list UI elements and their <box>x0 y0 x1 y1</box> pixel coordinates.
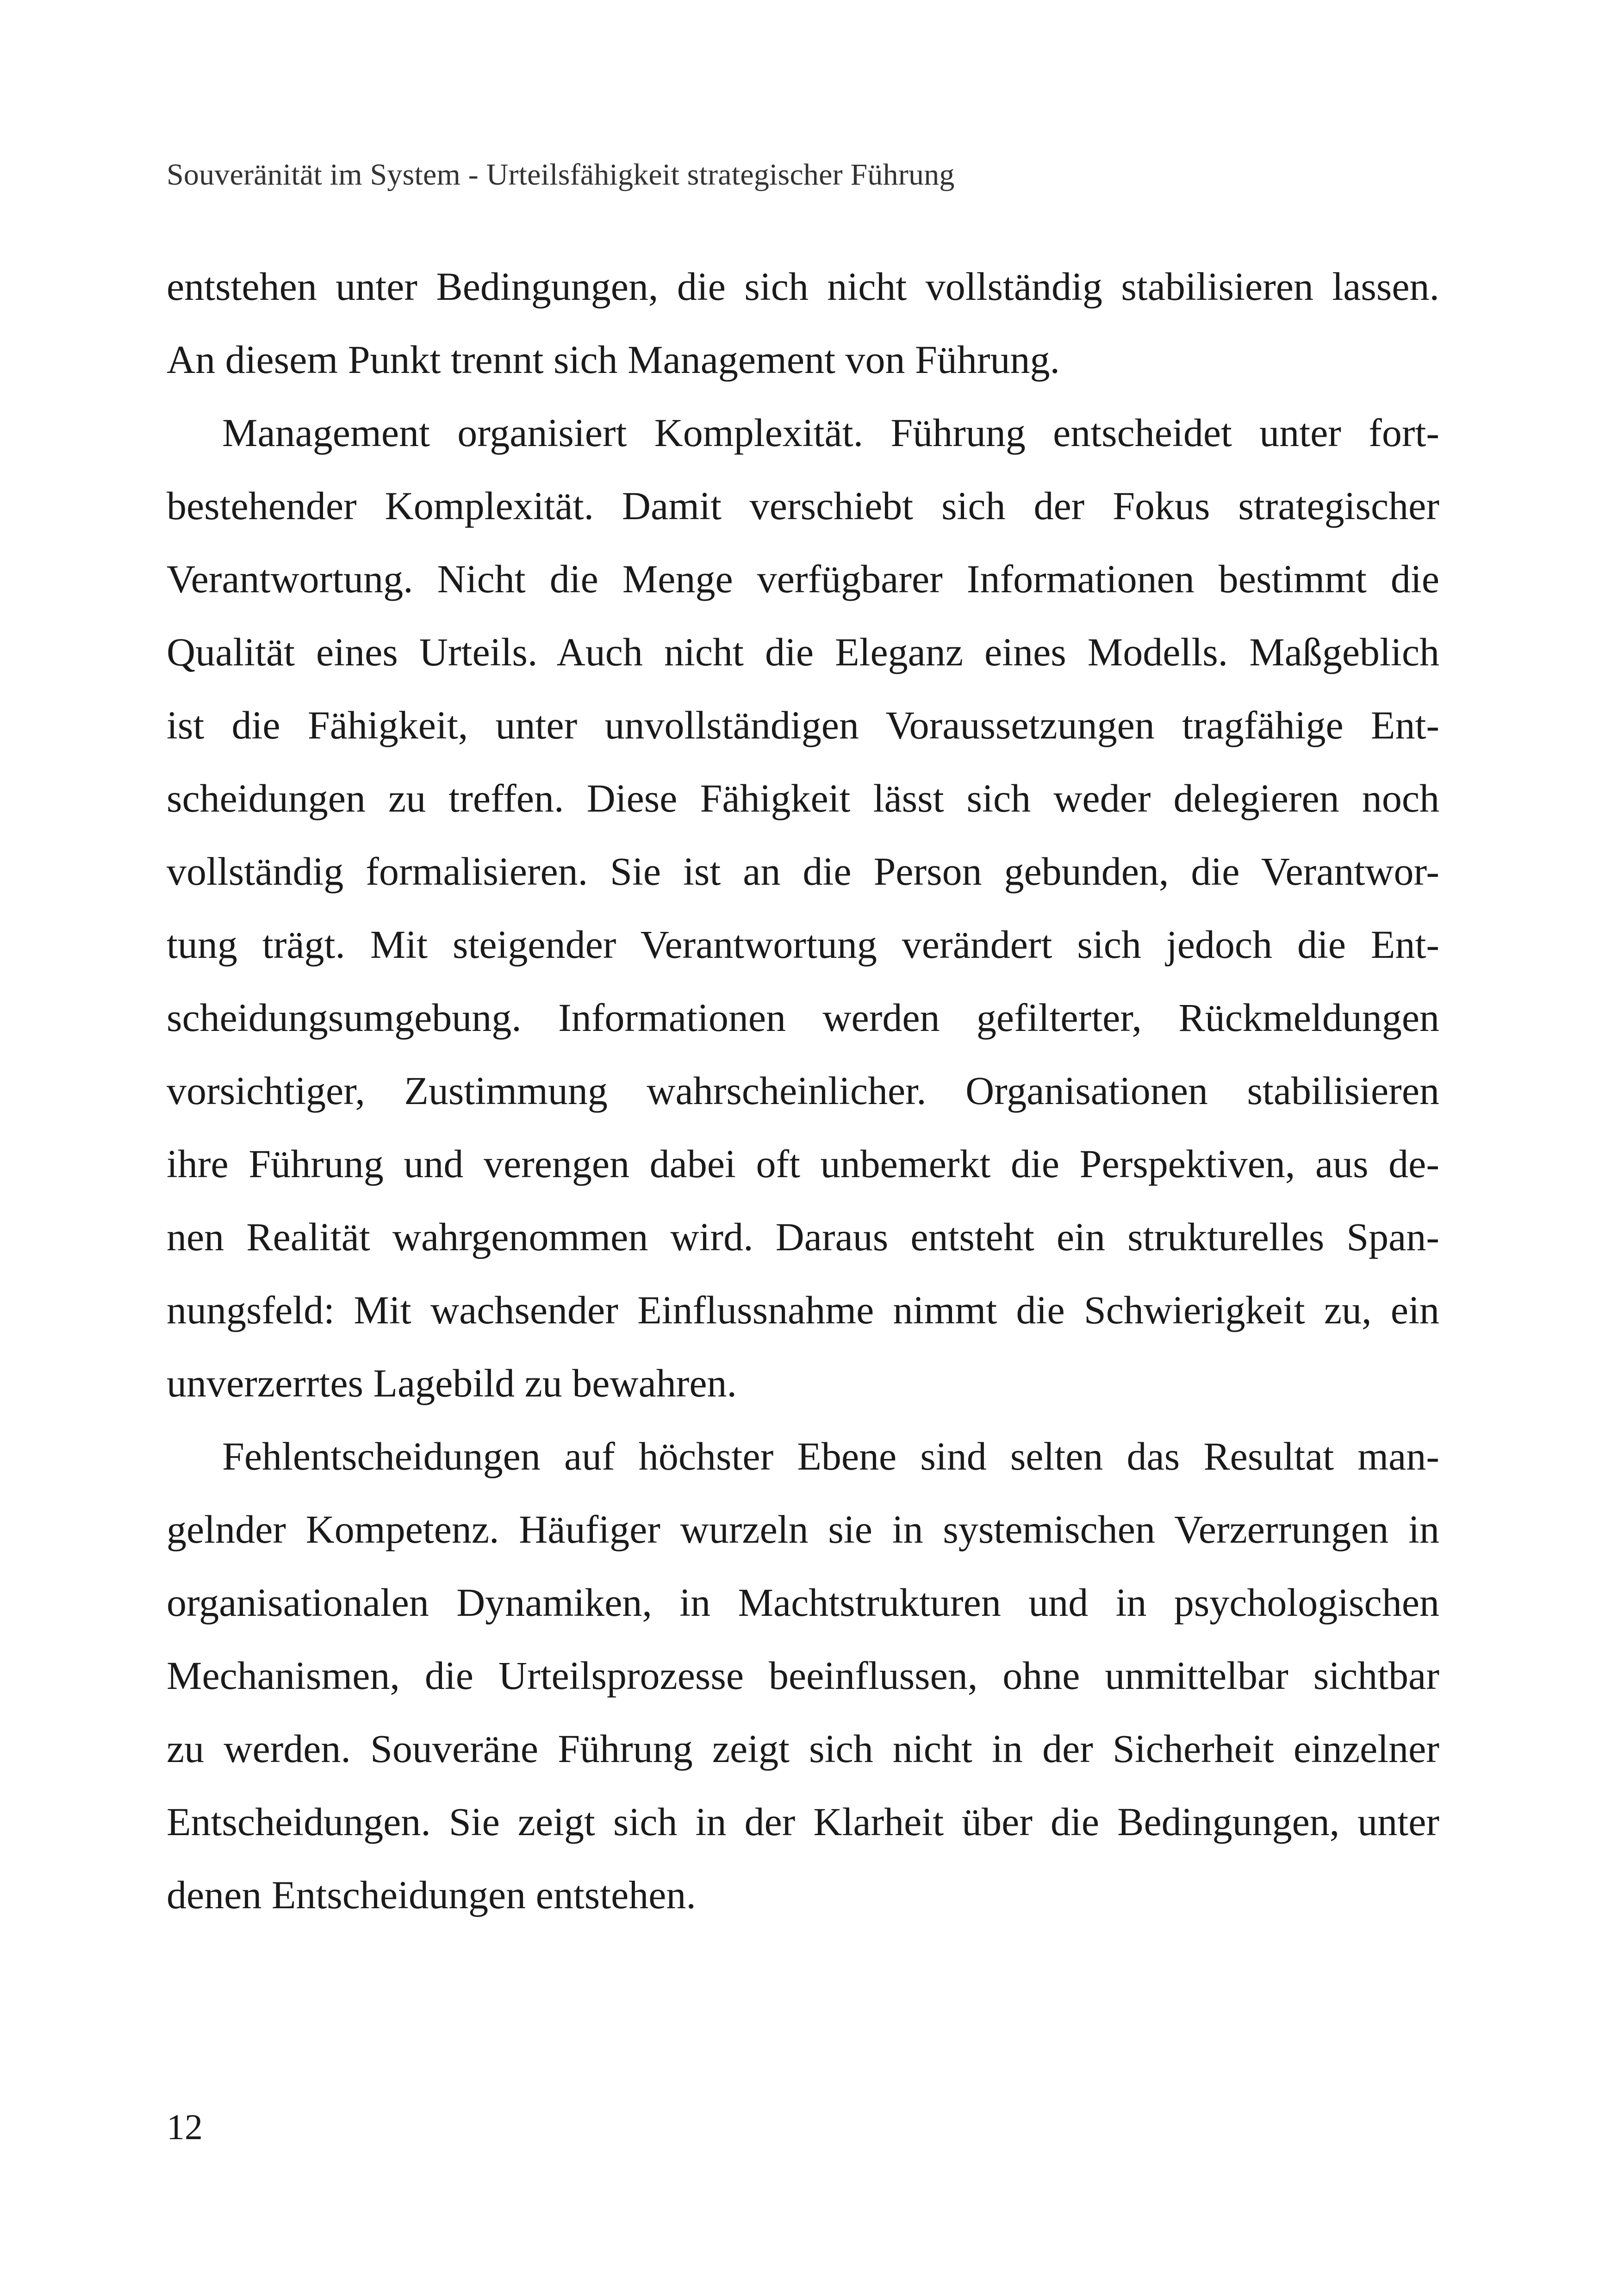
text-line: entstehen unter Bedingungen, die sich nicht vollständig stabilisieren lassen. <box>167 264 1439 309</box>
page-number: 12 <box>167 2107 203 2147</box>
text-line: tung trägt. Mit steigender Verantwortung verändert sich jedoch die Ent- <box>167 922 1439 967</box>
text-line: vorsichtiger, Zustimmung wahrscheinlicher. Organisationen stabilisieren <box>167 1068 1439 1113</box>
text-line: gelnder Kompetenz. Häufiger wurzeln sie in systemischen Verzerrungen in <box>167 1507 1439 1551</box>
text-line: organisationalen Dynamiken, in Machtstrukturen und in psychologischen <box>167 1580 1439 1625</box>
text-line: ist die Fähigkeit, unter unvollständigen Voraussetzungen tragfähige Ent- <box>167 703 1439 747</box>
text-line: vollständig formalisieren. Sie ist an die Person gebunden, die Verantwor- <box>167 849 1439 894</box>
text-line: unverzerrtes Lagebild zu bewahren. <box>167 1361 737 1405</box>
text-line: denen Entscheidungen entstehen. <box>167 1873 696 1917</box>
text-line: zu werden. Souveräne Führung zeigt sich nicht in der Sicherheit einzelner <box>167 1726 1439 1771</box>
text-line: Mechanismen, die Urteilsprozesse beeinflussen, ohne unmittelbar sichtbar <box>167 1653 1439 1698</box>
text-line: Entscheidungen. Sie zeigt sich in der Klarheit über die Bedingungen, unter <box>167 1800 1439 1844</box>
running-header: Souveränität im System - Urteilsfähigkeit strategischer Führung <box>167 158 955 192</box>
text-line: scheidungen zu treffen. Diese Fähigkeit lässt sich weder delegieren noch <box>167 776 1439 820</box>
text-line: scheidungsumgebung. Informationen werden gefilterter, Rückmeldungen <box>167 995 1439 1040</box>
text-line: Fehlentscheidungen auf höchster Ebene sind selten das Resultat man- <box>222 1434 1439 1478</box>
text-line: bestehender Komplexität. Damit verschiebt sich der Fokus strategischer <box>167 484 1439 528</box>
paragraph <box>167 396 1439 1420</box>
text-line: Verantwortung. Nicht die Menge verfügbarer Informationen bestimmt die <box>167 557 1439 601</box>
text-line: Management organisiert Komplexität. Führung entscheidet unter fort- <box>222 410 1439 455</box>
body-text <box>167 250 1439 1931</box>
text-line: nungsfeld: Mit wachsender Einflussnahme nimmt die Schwierigkeit zu, ein <box>167 1288 1439 1332</box>
text-line: Qualität eines Urteils. Auch nicht die Eleganz eines Modells. Maßgeblich <box>167 630 1439 674</box>
text-line: ihre Führung und verengen dabei oft unbemerkt die Perspektiven, aus de- <box>167 1142 1439 1186</box>
text-line: An diesem Punkt trennt sich Management von Führung. <box>167 337 1060 382</box>
paragraph <box>167 1420 1439 1931</box>
paragraph <box>167 250 1439 396</box>
text-line: nen Realität wahrgenommen wird. Daraus entsteht ein strukturelles Span- <box>167 1215 1439 1259</box>
